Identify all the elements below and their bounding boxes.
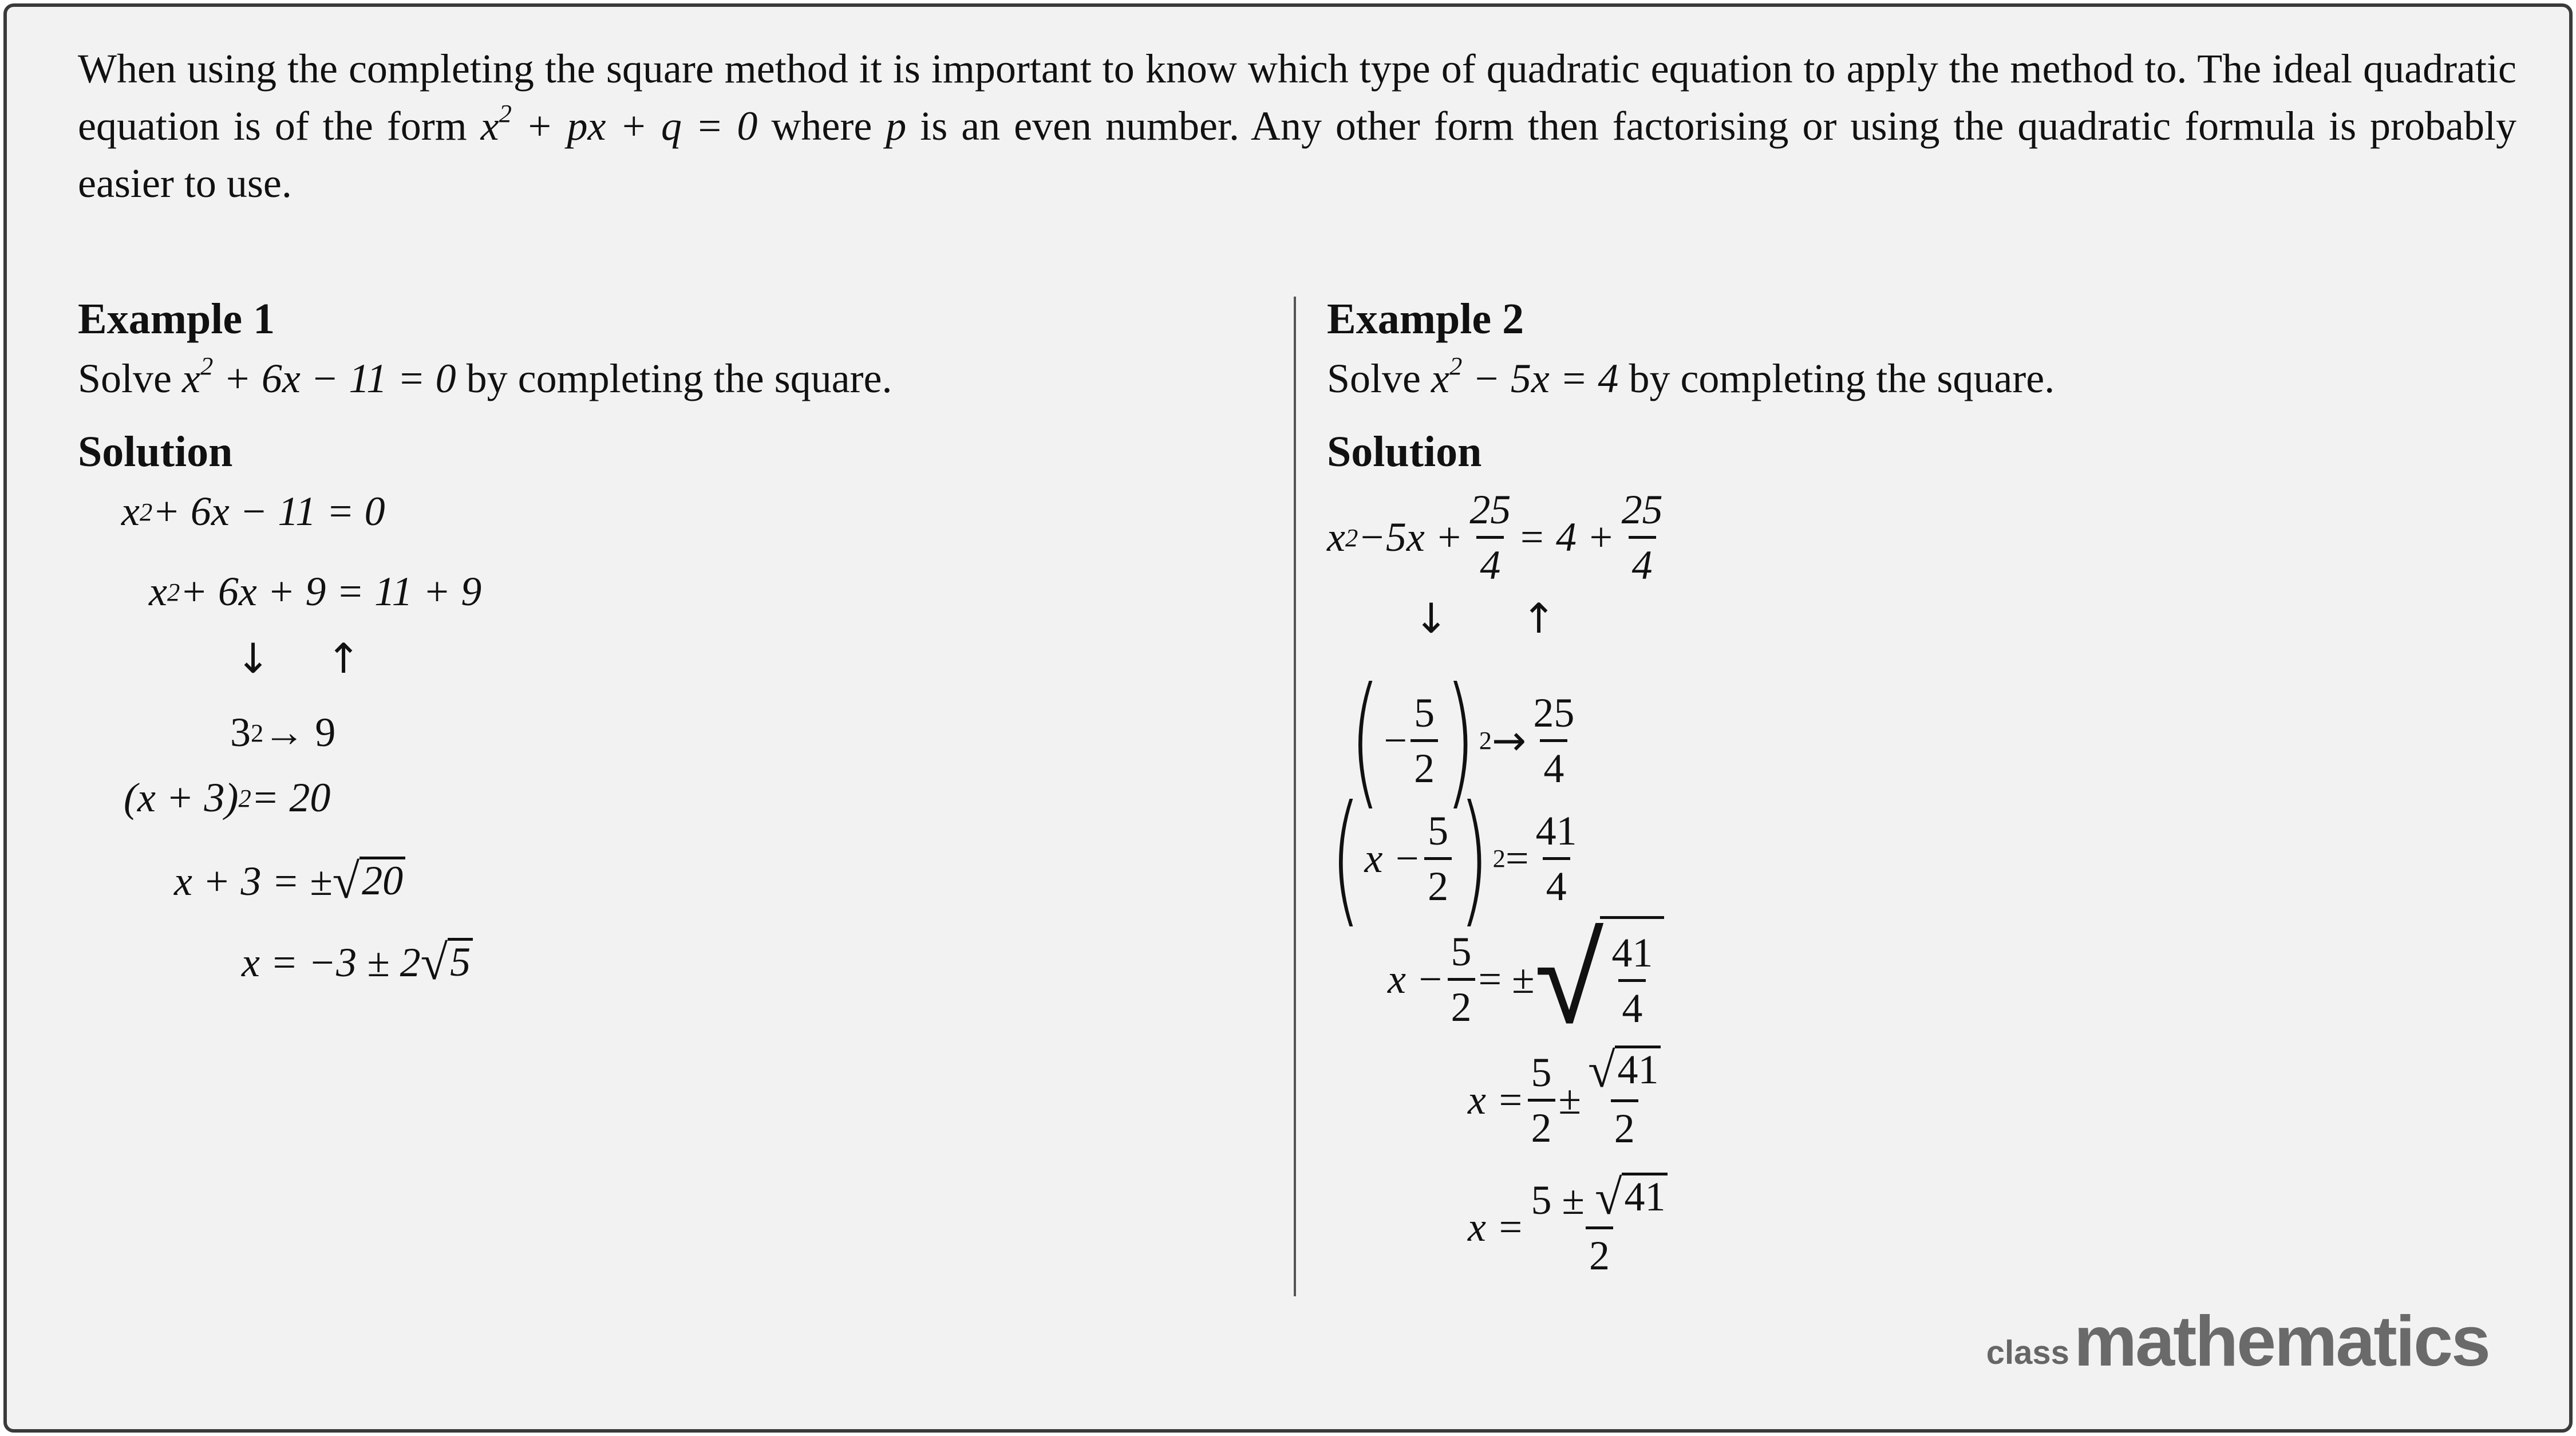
- example2-prompt: Solve $x^2 - 5x = 4$ by completing the square.: [1327, 351, 2055, 401]
- fraction: $\frac{5}{2}$: [1448, 925, 1475, 1033]
- example1-arrow-down: ↓: [236, 634, 271, 683]
- sqrt-symbol-icon: √: [420, 935, 448, 990]
- intro-text-1: When using the completing the square method it is important to know which type of quadratic equation to apply the method to. The ideal quadratic equation is of the form: [78, 46, 2516, 149]
- intro-text-3: is an even number. Any other form then factorising or using the quadratic formula is probably easier to use.: [78, 103, 2516, 206]
- example2-step-6: x = 5 ± √ 41 2: [1468, 1173, 1674, 1282]
- example2-step-5: x = $\frac{5}{2}$ ± √ 41 2: [1468, 1046, 1668, 1155]
- example2-step-3: ( x − $\frac{5}{2}$ ) 2 = $\frac{41}{4}$: [1327, 787, 1584, 930]
- sqrt-symbol-icon: √: [1595, 1170, 1622, 1225]
- example1-step-6: x = −3 ± 2 √ 5: [242, 938, 473, 987]
- fraction: $\frac{25}{4}$: [1618, 483, 1666, 591]
- example1-step-4: (x + 3) 2 = 20: [124, 775, 331, 820]
- sqrt-symbol-icon: √: [332, 854, 360, 909]
- example1-prompt: Solve $x^2 + 6x - 11 = 0$ by completing the square.: [78, 351, 892, 401]
- fraction: $\frac{25}{4}$: [1466, 483, 1514, 591]
- fraction: $\frac{41}{4}$: [1608, 926, 1656, 1035]
- intro-form: $x^2$ + px + q = 0: [480, 98, 758, 149]
- classmathematics-logo: class mathematics: [1986, 1302, 2489, 1381]
- example1-solution-label: Solution: [78, 428, 233, 476]
- fraction: $\frac{5}{2}$: [1411, 687, 1438, 795]
- fraction: √ 41 2: [1585, 1046, 1664, 1155]
- content-card: [3, 3, 2573, 1433]
- example2-arrow-down: ↓: [1414, 594, 1449, 642]
- intro-paragraph: [78, 40, 2516, 212]
- intro-text-2: where: [757, 103, 886, 149]
- example1-heading: Example 1: [78, 295, 275, 343]
- example2-step-1: x 2 −5x + $\frac{25}{4}$ = 4 + $\frac{25}{4}$: [1327, 483, 1670, 591]
- column-divider: [1294, 297, 1296, 1296]
- example2-heading: Example 2: [1327, 295, 1524, 343]
- example2-solution-label: Solution: [1327, 428, 1482, 476]
- fraction: $\frac{5}{2}$: [1528, 1046, 1555, 1154]
- example1-step-1: x 2 + 6x − 11 = 0: [121, 488, 385, 534]
- example1-step-3: 3 2 → 9: [230, 709, 336, 755]
- fraction: 5 ± √ 41 2: [1528, 1173, 1672, 1282]
- fraction: $\frac{25}{4}$: [1530, 687, 1578, 795]
- sqrt-symbol-icon: √: [1588, 1043, 1615, 1098]
- intro-p: p: [886, 103, 907, 149]
- fraction: $\frac{5}{2}$: [1424, 804, 1452, 913]
- example2-arrow-up: ↑: [1522, 594, 1556, 642]
- example1-step-2: x 2 + 6x + 9 = 11 + 9: [149, 569, 482, 614]
- sqrt-symbol-icon: √: [1534, 906, 1604, 1052]
- example2-step-4: x − $\frac{5}{2}$ = ± √ $\frac{41}{4}$: [1388, 916, 1664, 1042]
- example1-arrow-up: ↑: [326, 634, 361, 683]
- example1-step-5: x + 3 = ± √ 20: [174, 857, 405, 906]
- fraction: $\frac{41}{4}$: [1532, 804, 1581, 913]
- example2-step-2: ( − $\frac{5}{2}$ ) 2 → $\frac{25}{4}$: [1346, 669, 1581, 812]
